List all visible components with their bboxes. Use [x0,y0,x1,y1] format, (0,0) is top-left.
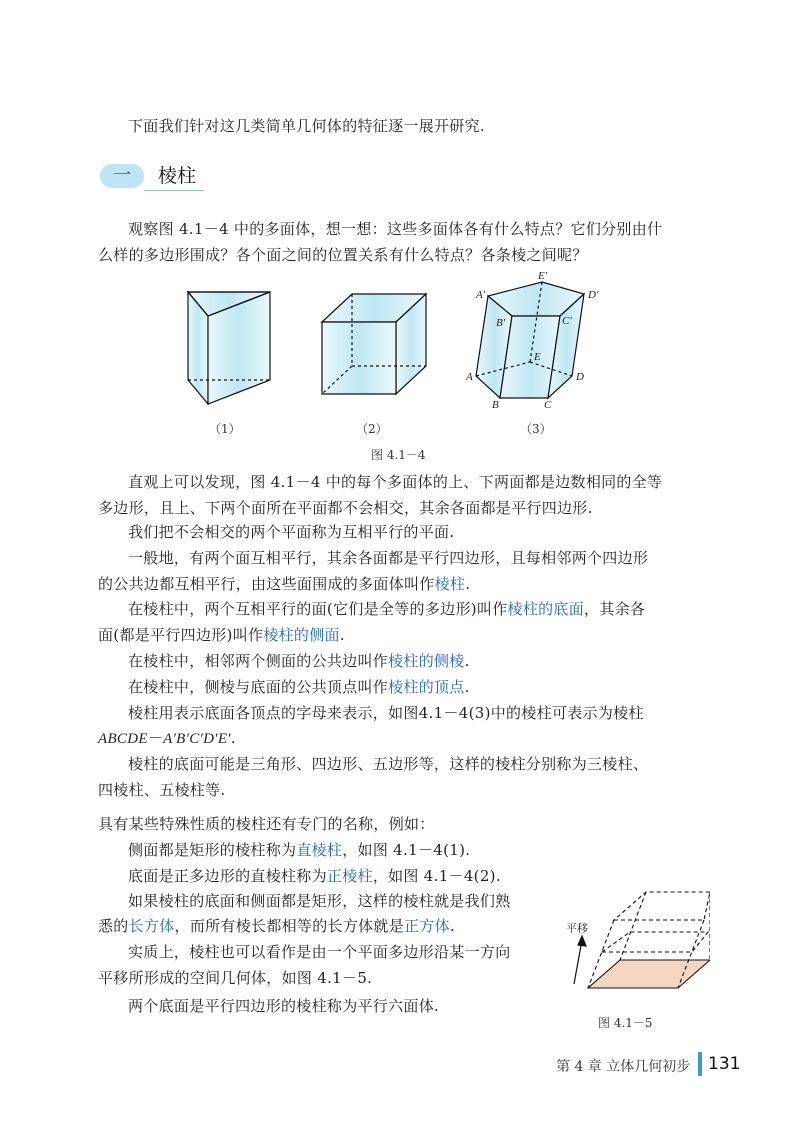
label-C: C [544,399,552,411]
label-Cp: C′ [562,315,572,327]
keyword-prism-side: 棱柱的侧面 [263,626,340,644]
keyword-vertex: 棱柱的顶点 [388,678,465,696]
fig1-sub2: （2） [356,422,388,436]
para5-line2: 面(都是平行四边形)叫作棱柱的侧面. [98,626,345,644]
label-Ap: A′ [476,289,486,301]
section-title: 棱柱 [158,165,197,187]
page-number: 131 [708,1054,741,1074]
fig1-caption: 图 4.1－4 [371,448,426,462]
keyword-lateral-edge: 棱柱的侧棱 [388,652,465,670]
keyword-right-prism: 直棱柱 [296,841,343,859]
para4-line1: 一般地，有两个面互相平行，其余各面都是平行四边形，且每相邻两个四边形 [128,549,649,567]
keyword-regular-prism: 正棱柱 [326,867,373,885]
para14-line1: 实质上，棱柱也可以看作是由一个平面多边形沿某一方向 [128,943,511,961]
cube [322,294,426,394]
fig2-arrow-label: 平移 [566,922,588,935]
label-Bp: B′ [496,317,506,329]
pentagonal-prism [476,282,584,398]
figure-4-1-5 [560,880,710,1000]
fig1-sub1: （1） [209,422,241,436]
para2-line1: 直观上可以发现，图 4.1－4 中的每个多面体的上、下两面都是边数相同的全等 [128,473,663,491]
para14-line2: 平移所形成的空间几何体，如图 4.1－5. [98,969,373,987]
para12: 底面是正多边形的直棱柱称为正棱柱，如图 4.1－4(2). [128,867,501,885]
footer-chapter: 第 4 章 立体几何初步 [556,1059,691,1075]
para8-line1: 棱柱用表示底面各顶点的字母来表示，如图4.1－4(3)中的棱柱可表示为棱柱 [128,704,644,722]
arrow-icon [574,936,586,984]
para8-line2: ABCDE－A′B′C′D′E′. [98,729,236,747]
label-E: E [534,351,541,363]
footer-divider [698,1052,702,1076]
para13-line2: 悉的长方体，而所有棱长都相等的长方体就是正方体. [98,917,456,935]
intro-text: 下面我们针对这几类简单几何体的特征逐一展开研究. [128,117,485,135]
keyword-cuboid: 长方体 [128,917,175,935]
label-A: A [466,371,473,383]
fig2-caption: 图 4.1－5 [598,1016,653,1030]
para1-line2: 么样的多边形围成？各个面之间的位置关系有什么特点？各条棱之间呢？ [98,246,588,264]
para4-line2: 的公共边都互相平行，由这些面围成的多面体叫作棱柱. [98,575,471,593]
para1-line1: 观察图 4.1－4 中的多面体，想一想：这些多面体各有什么特点？它们分别由什 [128,220,663,238]
section-underline [144,190,204,191]
para15: 两个底面是平行四边形的棱柱称为平行六面体. [128,997,440,1015]
para11: 侧面都是矩形的棱柱称为直棱柱，如图 4.1－4(1). [128,841,471,859]
para6: 在棱柱中，相邻两个侧面的公共边叫作棱柱的侧棱. [128,652,470,670]
section-number: 一 [113,165,131,186]
para9-line1: 棱柱的底面可能是三角形、四边形、五边形等，这样的棱柱分别称为三棱柱、 [128,755,649,773]
label-Dp: D′ [588,289,599,301]
keyword-prism: 棱柱 [434,575,466,593]
label-D: D [576,371,584,383]
para13-line1: 如果棱柱的底面和侧面都是矩形，这样的棱柱就是我们熟 [128,892,511,910]
para9-line2: 四棱柱、五棱柱等. [98,781,226,799]
para3: 我们把不会相交的两个平面称为互相平行的平面. [128,523,455,541]
keyword-cube: 正方体 [404,917,450,935]
label-Ep: E′ [538,270,548,282]
figure-4-1-4 [170,268,610,418]
label-B: B [492,399,499,411]
para10: 具有某些特殊性质的棱柱还有专门的名称，例如： [98,815,435,833]
para2-line2: 多边形，且上、下两个面所在平面都不会相交，其余各面都是平行四边形. [98,499,593,517]
triangular-prism [188,292,270,404]
para7: 在棱柱中，侧棱与底面的公共顶点叫作棱柱的顶点. [128,678,470,696]
keyword-prism-base: 棱柱的底面 [507,600,585,618]
fig1-sub3: （3） [520,422,552,436]
para5-line1: 在棱柱中，两个互相平行的面(它们是全等的多边形)叫作棱柱的底面，其余各 [128,600,646,618]
